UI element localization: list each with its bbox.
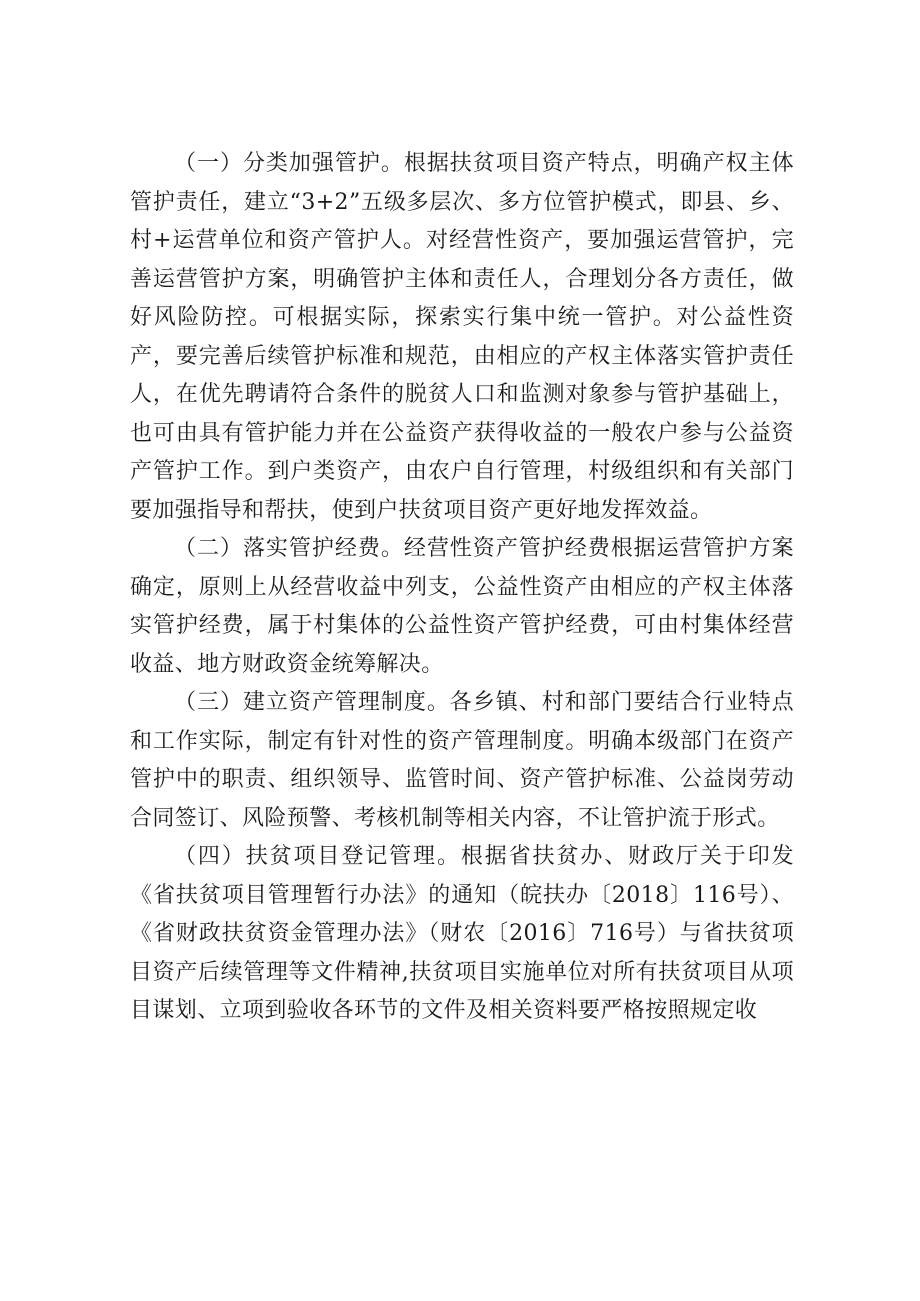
paragraph-1: （一）分类加强管护。根据扶贫项目资产特点，明确产权主体管护责任，建立“3+2”五级多层次、多方位管护模式，即县、乡、村+运营单位和资产管护人。对经营性资产，要加强运营管护，完善运营管护方案，明确管护主体和责任人，合理划分各方责任，做好风险防控。可根据实际，探索实行集中统一管护。对公益性资产，要完善后续管护标准和规范，由相应的产权主体落实管护责任人，在优先聘请符合条件的脱贫人口和监测对象参与管护基础上，也可由具有管护能力并在公益资产获得收益的一般农户参与公益资产管护工作。到户类资产，由农户自行管理，村级组织和有关部门要加强指导和帮扶，使到户扶贫项目资产更好地发挥效益。 [130, 151, 794, 523]
paragraph-2: （二）落实管护经费。经营性资产管护经费根据运营管护方案确定，原则上从经营收益中列支，公益性资产由相应的产权主体落实管护经费，属于村集体的公益性资产管护经费，可由村集体经营收益、地方财政资金统筹解决。 [130, 536, 794, 677]
document-body [130, 145, 794, 1031]
paragraph-3: （三）建立资产管理制度。各乡镇、村和部门要结合行业特点和工作实际，制定有针对性的资产管理制度。明确本级部门在资产管护中的职责、组织领导、监管时间、资产管护标准、公益岗劳动合同签订、风险预警、考核机制等相关内容，不让管护流于形式。 [130, 690, 794, 831]
paragraph-4: （四）扶贫项目登记管理。根据省扶贫办、财政厅关于印发《省扶贫项目管理暂行办法》的通知（皖扶办〔2018〕116号）、《省财政扶贫资金管理办法》（财农〔2016〕716号）与省扶贫项目资产后续管理等文件精神,扶贫项目实施单位对所有扶贫项目从项目谋划、立项到验收各环节的文件及相关资料要严格按照规定收 [130, 844, 794, 1023]
